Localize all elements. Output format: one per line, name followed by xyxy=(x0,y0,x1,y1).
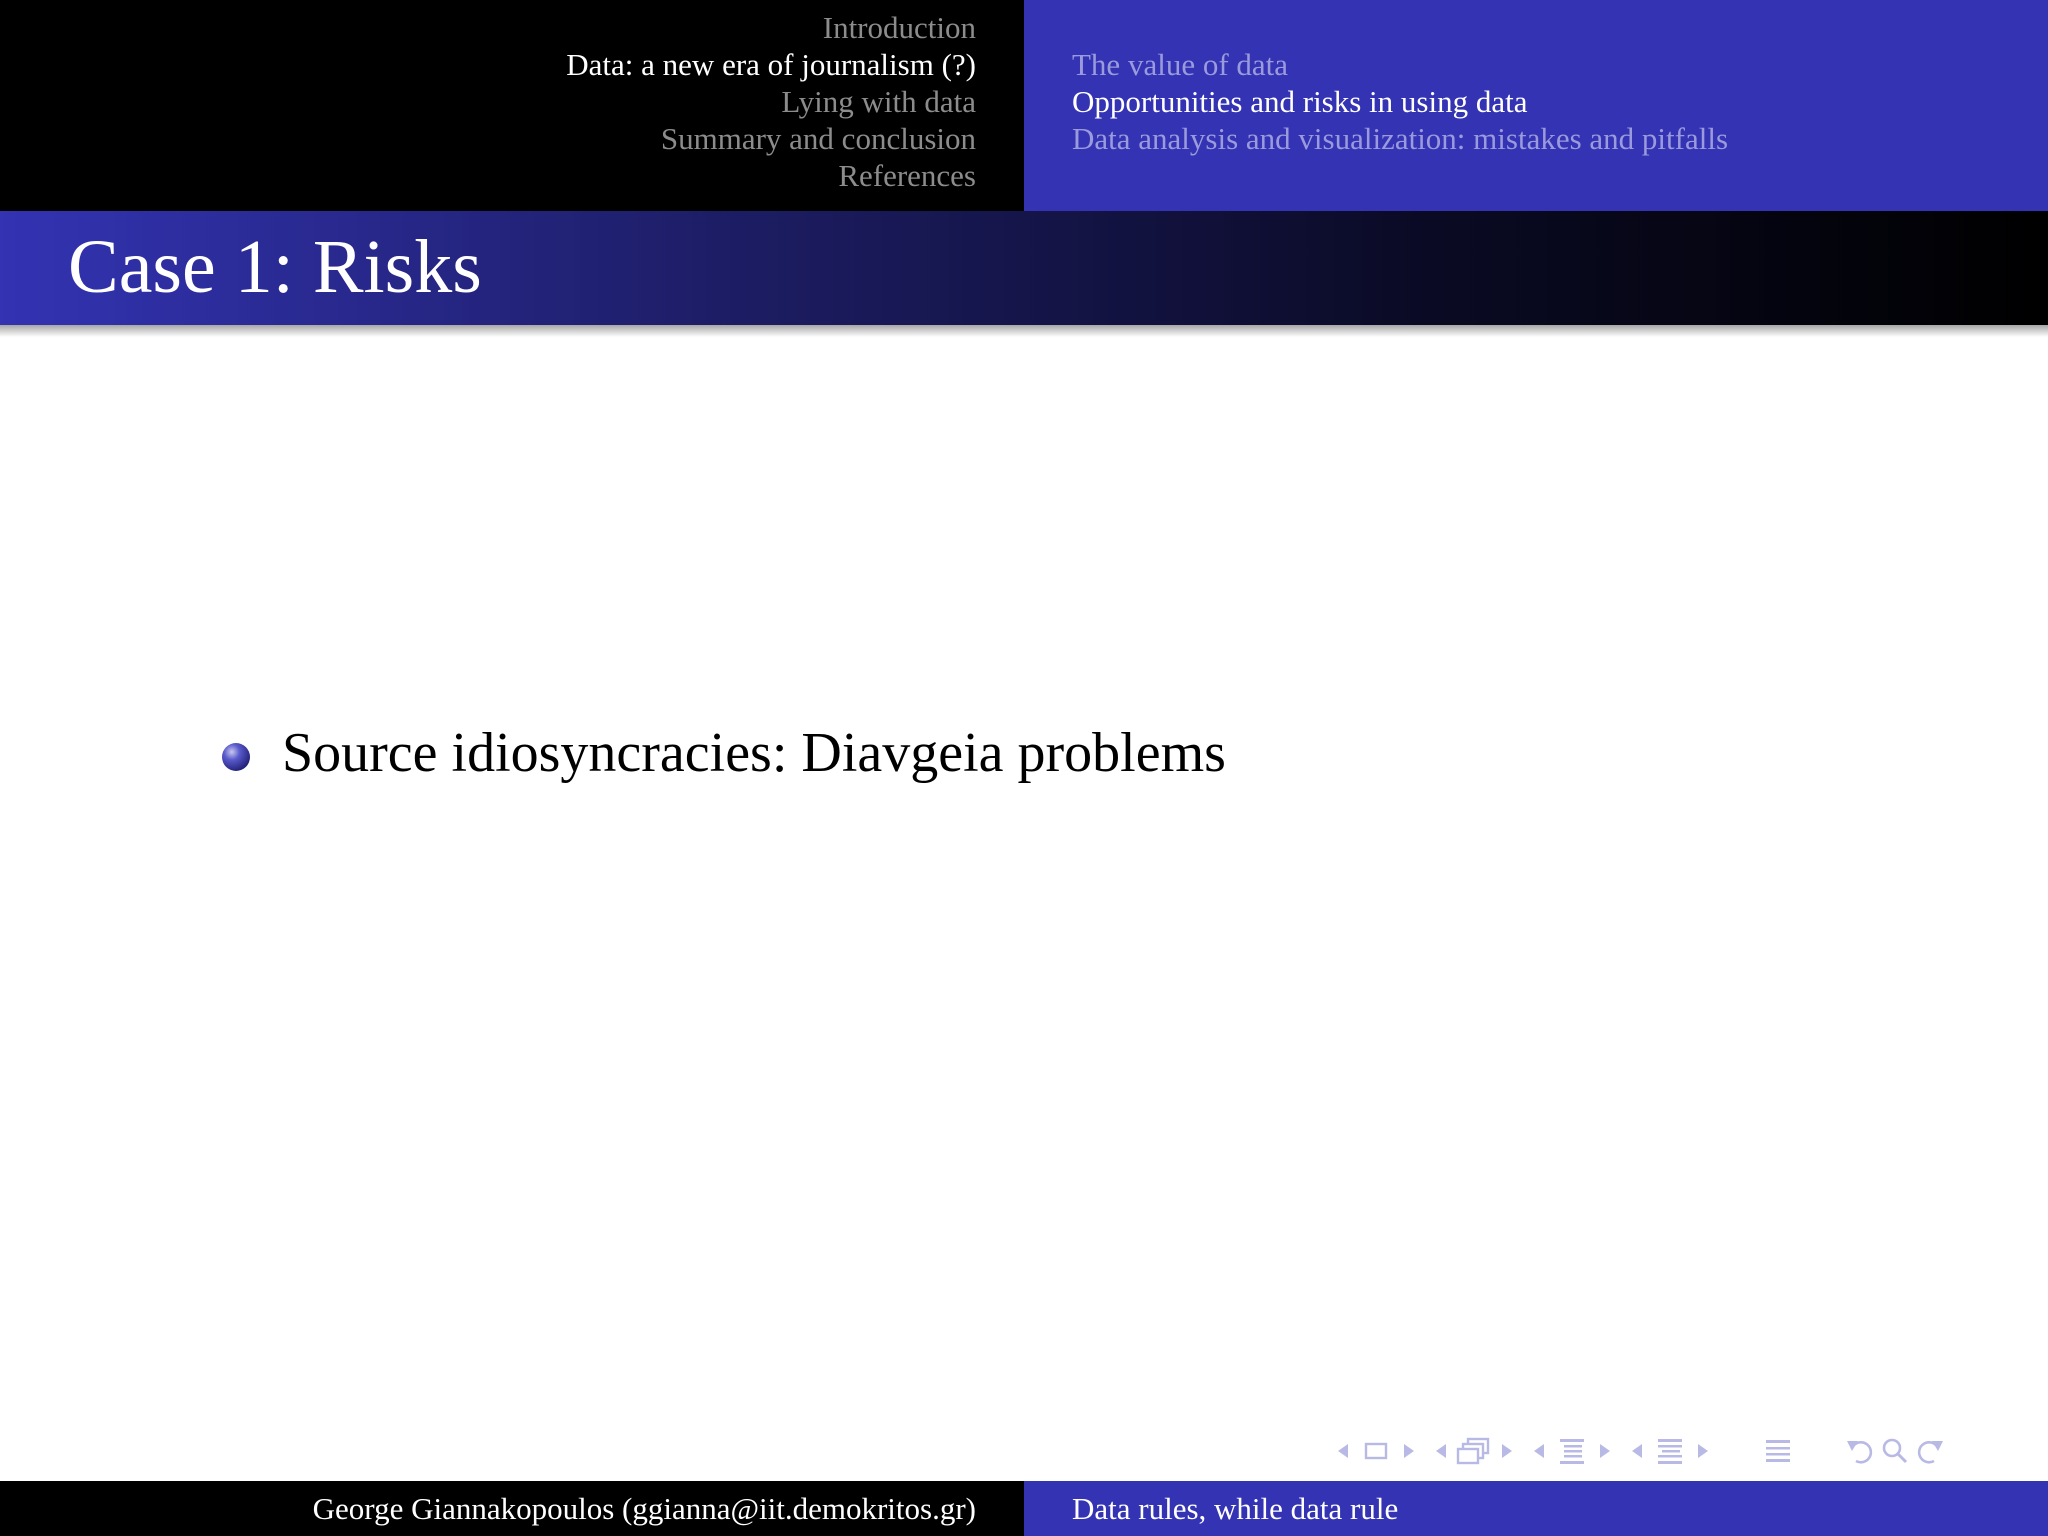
subsection-icon[interactable] xyxy=(1454,1436,1494,1466)
subsection-link-analysis-visualization[interactable]: Data analysis and visualization: mistakes and pitfalls xyxy=(1072,121,1729,156)
section-link-references[interactable]: References xyxy=(838,158,976,193)
appendix-navigation xyxy=(1762,1436,1794,1466)
subsection-navigation-symbols xyxy=(1434,1436,1514,1466)
section-icon[interactable] xyxy=(1552,1436,1592,1466)
frame-title-bar xyxy=(0,211,2048,325)
section-link-summary[interactable]: Summary and conclusion xyxy=(660,121,976,156)
search-navigation xyxy=(1844,1435,1946,1467)
arrow-right-icon[interactable] xyxy=(1696,1441,1710,1461)
search-icon[interactable] xyxy=(1878,1435,1912,1467)
bullet-ball-icon xyxy=(222,743,250,771)
footer-title-box xyxy=(1024,1481,2048,1536)
document-navigation-symbols xyxy=(1630,1436,1710,1466)
frame-navigation xyxy=(1336,1438,1416,1464)
section-navigation-symbols xyxy=(1532,1436,1612,1466)
subsection-link-opportunities-risks[interactable]: Opportunities and risks in using data xyxy=(1072,84,1528,119)
appendix-icon[interactable] xyxy=(1762,1436,1794,1466)
footer-title: Data rules, while data rule xyxy=(1072,1491,1399,1526)
back-icon[interactable] xyxy=(1844,1435,1878,1467)
title-shadow xyxy=(0,325,2048,337)
bullet-item xyxy=(222,718,1226,788)
arrow-left-icon[interactable] xyxy=(1630,1441,1644,1461)
document-icon[interactable] xyxy=(1650,1436,1690,1466)
arrow-right-icon[interactable] xyxy=(1402,1441,1416,1461)
navigation-symbols xyxy=(1336,1434,1964,1468)
arrow-right-icon[interactable] xyxy=(1598,1441,1612,1461)
section-link-lying-with-data[interactable]: Lying with data xyxy=(781,84,976,119)
frame-title: Case 1: Risks xyxy=(68,225,482,309)
footer-author: George Giannakopoulos (ggianna@iit.demokritos.gr) xyxy=(312,1491,976,1526)
arrow-left-icon[interactable] xyxy=(1532,1441,1546,1461)
section-link-introduction[interactable]: Introduction xyxy=(822,10,976,45)
section-list xyxy=(566,9,976,194)
arrow-left-icon[interactable] xyxy=(1434,1441,1448,1461)
section-link-data-new-era[interactable]: Data: a new era of journalism (?) xyxy=(566,47,976,82)
bullet-text: Source idiosyncracies: Diavgeia problems xyxy=(282,722,1226,784)
forward-icon[interactable] xyxy=(1912,1435,1946,1467)
footer-author-box xyxy=(0,1481,1024,1536)
frame-icon[interactable] xyxy=(1358,1438,1394,1464)
section-navigation xyxy=(0,0,1024,211)
subsection-link-value-of-data[interactable]: The value of data xyxy=(1072,47,1289,82)
subsection-list xyxy=(1072,46,1728,157)
arrow-left-icon[interactable] xyxy=(1336,1441,1350,1461)
subsection-navigation xyxy=(1024,0,2048,211)
arrow-right-icon[interactable] xyxy=(1500,1441,1514,1461)
